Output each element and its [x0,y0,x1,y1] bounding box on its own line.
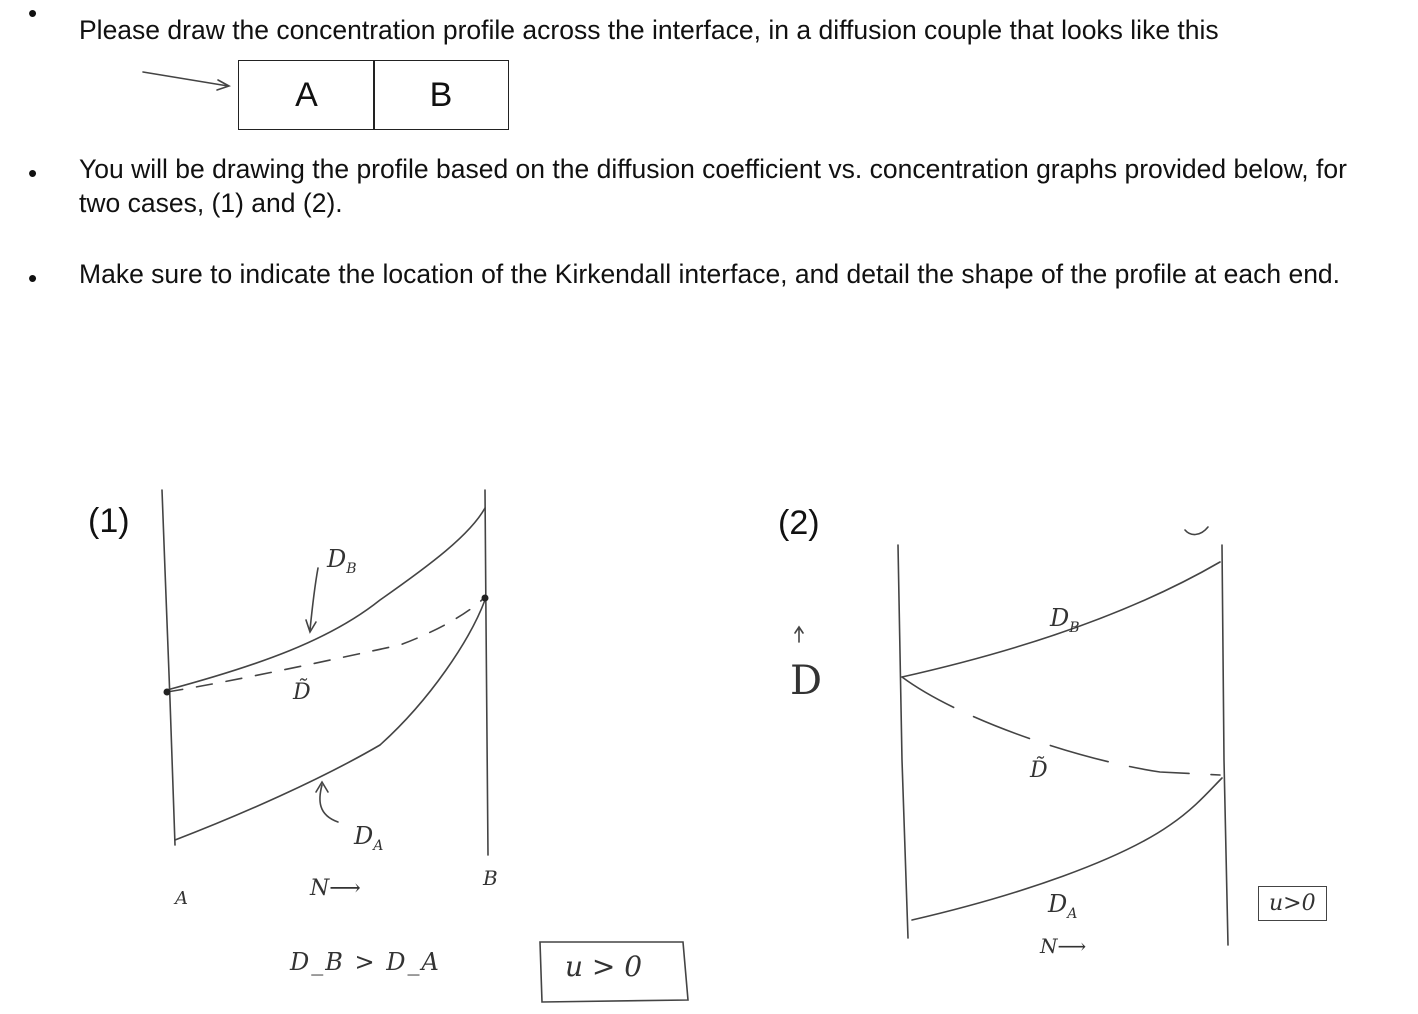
case2-db-label [1050,604,1080,636]
case1-dtilde-curve [167,597,485,692]
case2-y-arrow [795,627,803,642]
case2-dtilde-label: D̃ [1030,758,1048,783]
case1-db-curve [167,508,485,690]
bullet-text-1: Please draw the concentration profile across the interface, in a diffusion couple that looks like this [79,15,1219,45]
case1-label: (1) [88,502,130,540]
case1-left-axis [162,490,175,845]
case1-db-symbol: D [327,545,347,573]
case1-dtilde-label: D̃ [293,680,311,705]
case1-u-note: u > 0 [565,950,643,983]
case2-label: (2) [778,504,820,542]
case2-da-label [1048,890,1077,922]
bullet-text-2: You will be drawing the profile based on the diffusion coefficient vs. concentration graphs provided below, for two cases, (1) and (2). [79,154,1347,218]
case1-da-sub: A [373,837,384,854]
case1-axis-right-label: B [483,866,498,890]
case1-db-label [327,545,357,577]
bullet-marker-2: • [28,158,38,188]
case2-corner-mark [1185,527,1208,535]
case1-inequality: D_B > D_A [290,948,441,976]
case1-left-dot [164,689,171,696]
bullet-marker-3: • [28,263,38,293]
case2-dtilde-curve [902,677,1220,775]
case1-da-curve [175,600,485,840]
case1-right-axis [485,490,488,855]
pointer-arrow-line [143,72,228,86]
case2-db-symbol: D [1050,604,1070,632]
couple-label-a: A [295,75,318,114]
case1-axis-left-label: A [175,888,188,909]
case2-db-sub: B [1069,619,1080,636]
case2-left-axis [898,545,908,938]
case1-db-pointer [310,568,318,630]
case1-da-pointer [320,785,338,822]
bullet-text-3: Make sure to indicate the location of the Kirkendall interface, and detail the shape of the profile at each end. [79,259,1341,289]
case1-db-sub: B [346,560,357,577]
case1-da-label [354,822,383,854]
case2-da-symbol: D [1048,890,1068,918]
case2-n-axis-label: N⟶ [1040,934,1087,958]
bullet-marker-1: • [28,0,38,28]
case1-n-axis-label: N⟶ [310,876,361,901]
case2-right-axis [1222,545,1228,945]
case1-da-symbol: D [354,822,374,850]
case1-right-dot [482,595,489,602]
case2-y-axis-label: D [790,658,823,704]
case2-da-sub: A [1067,905,1078,922]
case2-u-note: u>0 [1258,886,1327,921]
couple-label-b: B [429,75,453,114]
